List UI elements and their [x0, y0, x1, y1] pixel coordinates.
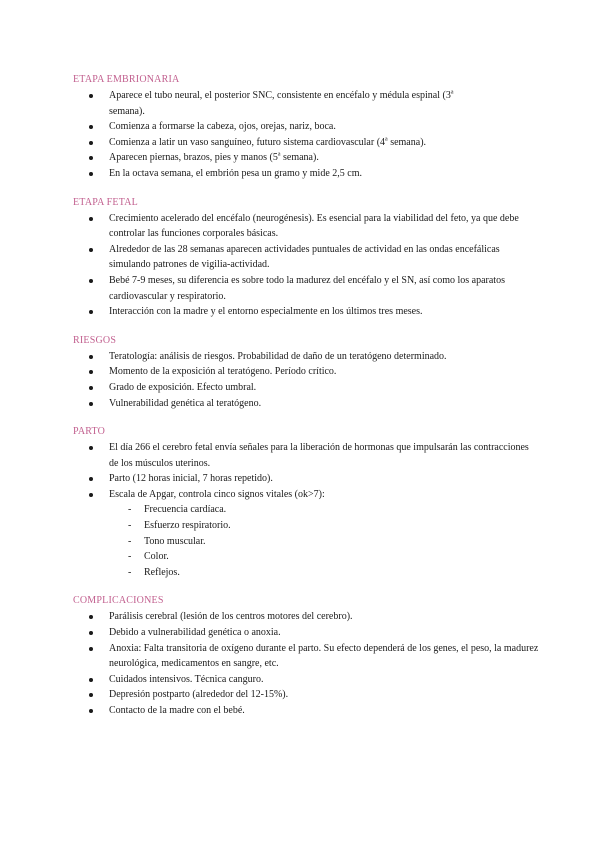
bullet-icon: [89, 386, 93, 390]
list-item: Alrededor de las 28 semanas aparecen actividades puntuales de actividad en las ondas encefálicas simulando patrones de vigilia-actividad.: [73, 242, 540, 273]
bullet-icon: [89, 279, 93, 283]
bullet-list: [73, 88, 540, 182]
list-item: Contacto de la madre con el bebé.: [73, 703, 540, 719]
bullet-icon: [89, 355, 93, 359]
list-item: Teratología: análisis de riesgos. Probabilidad de daño de un teratógeno determinado.: [73, 349, 540, 365]
sublist-item: - Reflejos.: [73, 565, 540, 581]
sublist-item: - Tono muscular.: [73, 534, 540, 550]
list-item: El día 266 el cerebro fetal envía señales para la liberación de hormonas que impulsarán las contracciones de los músculos uterinos.: [73, 440, 540, 471]
dash-icon: -: [128, 551, 132, 563]
list-item: Depresión postparto (alrededor del 12-15%).: [73, 687, 540, 703]
list-item: Parálisis cerebral (lesión de los centros motores del cerebro).: [73, 609, 540, 625]
bullet-list: [73, 211, 540, 320]
bullet-icon: [89, 156, 93, 160]
sublist-item: - Color.: [73, 549, 540, 565]
section-heading: ETAPA EMBRIONARIA: [73, 74, 180, 85]
dash-icon: -: [128, 566, 132, 578]
list-item: Crecimiento acelerado del encéfalo (neurogénesis). Es esencial para la viabilidad del feto, ya que debe controlar las funciones corporales básicas.: [73, 211, 540, 242]
list-item: Comienza a latir un vaso sanguíneo, futuro sistema cardiovascular (4$^a$ semana).: [73, 135, 540, 151]
list-item: Debido a vulnerabilidad genética o anoxia.: [73, 625, 540, 641]
bullet-icon: [89, 217, 93, 221]
list-item: Aparecen piernas, brazos, pies y manos (5$^a$ semana).: [73, 150, 540, 166]
bullet-icon: [89, 172, 93, 176]
section-complicaciones: [73, 593, 540, 718]
bullet-icon: [89, 402, 93, 406]
dash-icon: -: [128, 535, 132, 547]
section-heading: RIESGOS: [73, 334, 117, 346]
bullet-icon: [89, 370, 93, 374]
section-etapa-fetal: [73, 195, 540, 320]
list-item: Bebé 7-9 meses, su diferencia es sobre todo la madurez del encéfalo y el SN, así como los aparatos cardiovascular y respiratorio.: [73, 273, 540, 304]
bullet-icon: [89, 693, 93, 697]
list-item: Grado de exposición. Efecto umbral.: [73, 380, 540, 396]
bullet-icon: [89, 94, 93, 98]
list-item: Escala de Apgar, controla cinco signos vitales (ok>7):: [73, 487, 540, 503]
bullet-icon: [89, 248, 93, 252]
bullet-icon: [89, 125, 93, 129]
section-parto: [73, 424, 540, 580]
apgar-sublist: [73, 502, 540, 580]
section-heading: PARTO: [73, 426, 106, 438]
list-item: En la octava semana, el embrión pesa un gramo y mide 2,5 cm.: [73, 166, 540, 182]
list-item: Vulnerabilidad genética al teratógeno.: [73, 396, 540, 412]
section-etapa-embrionaria: [73, 72, 540, 182]
section-heading: COMPLICACIONES: [73, 595, 164, 607]
bullet-list: [73, 349, 540, 411]
bullet-icon: [89, 477, 93, 481]
bullet-icon: [89, 446, 93, 450]
bullet-icon: [89, 678, 93, 682]
bullet-icon: [89, 709, 93, 713]
list-item: Cuidados intensivos. Técnica canguro.: [73, 672, 540, 688]
bullet-icon: [89, 615, 93, 619]
bullet-icon: [89, 493, 93, 497]
list-item: Aparece el tubo neural, el posterior SNC, consistente en encéfalo y médula espinal (3$^a$ semana).: [73, 88, 540, 119]
sublist-item: - Frecuencia cardíaca.: [73, 502, 540, 518]
bullet-list: [73, 440, 540, 502]
dash-icon: -: [128, 520, 132, 532]
list-item: Anoxia: Falta transitoria de oxígeno durante el parto. Su efecto dependerá de los genes, el peso, la madurez neurológica, medicamentos en sangre, etc.: [73, 641, 540, 672]
section-heading: ETAPA FETAL: [73, 196, 138, 208]
bullet-list: [73, 609, 540, 718]
list-item: Parto (12 horas inicial, 7 horas repetido).: [73, 471, 540, 487]
sublist-item: - Esfuerzo respiratorio.: [73, 518, 540, 534]
list-item: Interacción con la madre y el entorno especialmente en los últimos tres meses.: [73, 304, 540, 320]
bullet-icon: [89, 141, 93, 145]
bullet-icon: [89, 647, 93, 651]
list-item: Comienza a formarse la cabeza, ojos, orejas, nariz, boca.: [73, 119, 540, 135]
section-riesgos: [73, 333, 540, 411]
dash-icon: -: [128, 504, 132, 516]
list-item: Momento de la exposición al teratógeno. Período crítico.: [73, 364, 540, 380]
bullet-icon: [89, 631, 93, 635]
bullet-icon: [89, 310, 93, 314]
